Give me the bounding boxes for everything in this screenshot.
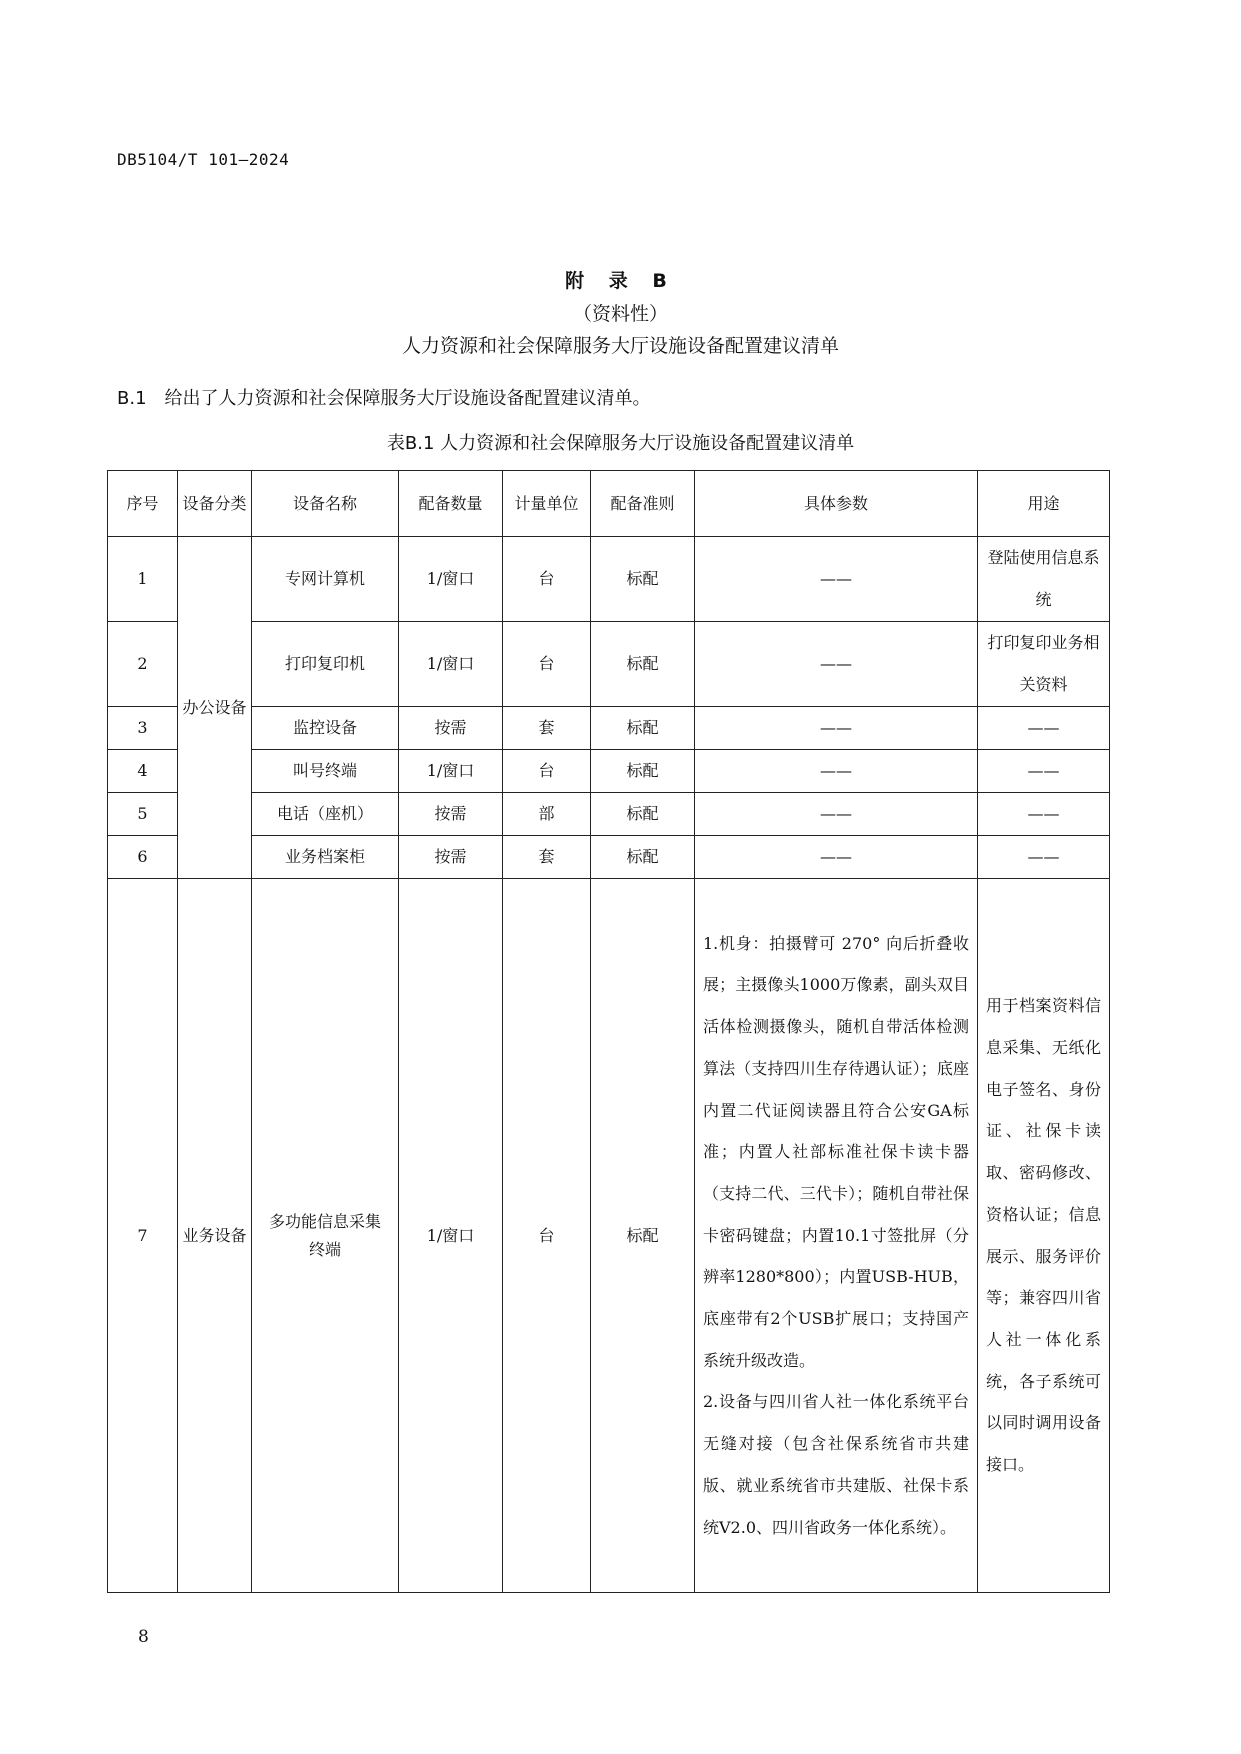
intro-paragraph <box>117 384 651 410</box>
cell-no: 3 <box>108 707 178 750</box>
cell-quantity: 1/窗口 <box>399 879 503 1593</box>
cell-rule: 标配 <box>591 622 695 707</box>
cell-rule: 标配 <box>591 750 695 793</box>
cell-unit: 台 <box>503 750 591 793</box>
cell-rule: 标配 <box>591 793 695 836</box>
cell-usage: —— <box>978 836 1110 879</box>
page-number: 8 <box>138 1627 149 1647</box>
param-item-1: 1.机身：拍摄臂可 270° 向后折叠收展；主摄像头1000万像素，副头双目活体检测摄像头，随机自带活体检测算法（支持四川生存待遇认证）；底座内置二代证阅读器且符合公安GA标准；内置人社部标准社保卡读卡器（支持二代、三代卡）；随机自带社保卡密码键盘；内置10.1寸签批屏（分辨率1280*800）；内置USB-HUB，底座带有2个USB扩展口；支持国产系统升级改造。 <box>703 933 969 1370</box>
equipment-table <box>107 470 1110 1593</box>
cell-no: 1 <box>108 537 178 622</box>
cell-no: 5 <box>108 793 178 836</box>
header-name: 设备名称 <box>252 471 399 537</box>
document-code: DB5104/T 101—2024 <box>117 150 290 169</box>
table-row <box>108 879 1110 1593</box>
table-row <box>108 707 1110 750</box>
cell-unit: 套 <box>503 707 591 750</box>
cell-unit: 部 <box>503 793 591 836</box>
cell-no: 6 <box>108 836 178 879</box>
table-row <box>108 793 1110 836</box>
cell-usage: —— <box>978 750 1110 793</box>
intro-number: B.1 <box>117 388 147 409</box>
table-row <box>108 836 1110 879</box>
cell-name: 电话（座机） <box>252 793 399 836</box>
cell-category-office: 办公设备 <box>178 537 252 879</box>
cell-quantity: 按需 <box>399 707 503 750</box>
cell-unit: 台 <box>503 879 591 1593</box>
table-row <box>108 622 1110 707</box>
cell-usage: 打印复印业务相关资料 <box>978 622 1110 707</box>
intro-text: 给出了人力资源和社会保障服务大厅设施设备配置建议清单。 <box>164 388 651 409</box>
cell-name: 专网计算机 <box>252 537 399 622</box>
header-no: 序号 <box>108 471 178 537</box>
appendix-nature: （资料性） <box>572 303 668 325</box>
cell-unit: 台 <box>503 622 591 707</box>
table-row <box>108 750 1110 793</box>
cell-params: —— <box>695 707 978 750</box>
cell-quantity: 按需 <box>399 836 503 879</box>
cell-rule: 标配 <box>591 707 695 750</box>
cell-name: 打印复印机 <box>252 622 399 707</box>
table-header-row <box>108 471 1110 537</box>
cell-params: —— <box>695 622 978 707</box>
cell-name: 监控设备 <box>252 707 399 750</box>
cell-usage: —— <box>978 707 1110 750</box>
cell-name: 多功能信息采集终端 <box>252 879 399 1593</box>
appendix-name: 人力资源和社会保障服务大厅设施设备配置建议清单 <box>401 335 839 357</box>
cell-unit: 台 <box>503 537 591 622</box>
cell-usage: —— <box>978 793 1110 836</box>
cell-quantity: 1/窗口 <box>399 622 503 707</box>
header-category: 设备分类 <box>178 471 252 537</box>
cell-quantity: 1/窗口 <box>399 750 503 793</box>
cell-rule: 标配 <box>591 836 695 879</box>
cell-quantity: 按需 <box>399 793 503 836</box>
cell-usage: 登陆使用信息系统 <box>978 537 1110 622</box>
cell-rule: 标配 <box>591 537 695 622</box>
cell-no: 2 <box>108 622 178 707</box>
header-rule: 配备准则 <box>591 471 695 537</box>
cell-params: —— <box>695 793 978 836</box>
cell-category-business: 业务设备 <box>178 879 252 1593</box>
cell-params: —— <box>695 537 978 622</box>
cell-quantity: 1/窗口 <box>399 537 503 622</box>
cell-params: —— <box>695 836 978 879</box>
cell-usage: 用于档案资料信息采集、无纸化电子签名、身份证、社保卡读取、密码修改、资格认证；信息展示、服务评价等；兼容四川省人社一体化系统，各子系统可以同时调用设备接口。 <box>978 879 1110 1593</box>
cell-name: 叫号终端 <box>252 750 399 793</box>
appendix-title: 附 录 B <box>565 270 676 292</box>
cell-name: 业务档案柜 <box>252 836 399 879</box>
cell-params: —— <box>695 750 978 793</box>
table-row <box>108 537 1110 622</box>
cell-params-detail <box>695 879 978 1593</box>
cell-no: 7 <box>108 879 178 1593</box>
header-usage: 用途 <box>978 471 1110 537</box>
header-params: 具体参数 <box>695 471 978 537</box>
cell-no: 4 <box>108 750 178 793</box>
cell-rule: 标配 <box>591 879 695 1593</box>
cell-unit: 套 <box>503 836 591 879</box>
table-caption: 表B.1 人力资源和社会保障服务大厅设施设备配置建议清单 <box>386 433 855 454</box>
header-quantity: 配备数量 <box>399 471 503 537</box>
param-item-2: 2.设备与四川省人社一体化系统平台无缝对接（包含社保系统省市共建版、就业系统省市共建版、社保卡系统V2.0、四川省政务一体化系统）。 <box>703 1392 969 1537</box>
header-unit: 计量单位 <box>503 471 591 537</box>
